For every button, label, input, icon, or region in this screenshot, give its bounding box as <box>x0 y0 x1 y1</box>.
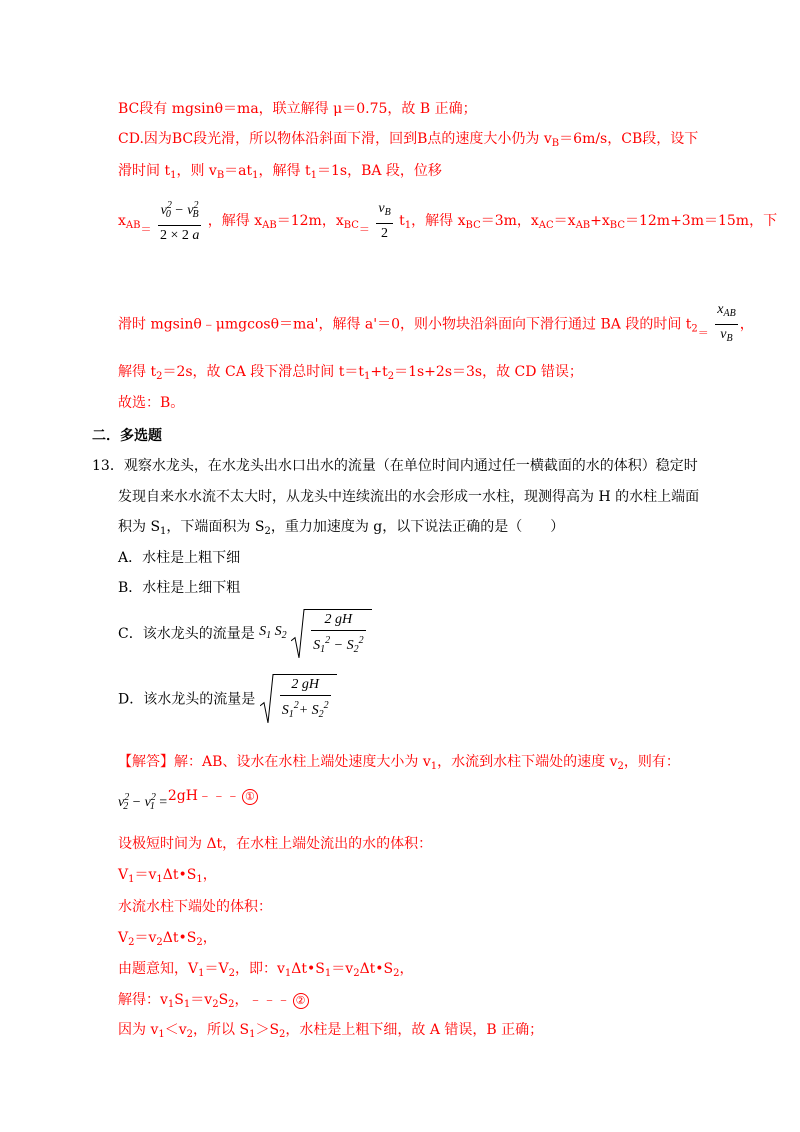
solution-answer: 故选：B。 <box>118 395 185 411</box>
answer-line8: 解得：$v_1S_1=v_2S_2$，﹣﹣﹣ ② <box>118 991 309 1014</box>
circled-one-icon: ① <box>242 789 258 805</box>
question-13-line1: 13．观察水龙头，在水龙头出水口出水的流量（在单位时间内通过任一横截面的水的体积）稳定时 <box>92 458 698 474</box>
t2-fraction: $\frac{x_{AB}}{v_B}$ <box>717 302 736 344</box>
answer-line5: 水流水柱下端处的体积： <box>118 899 272 915</box>
solution-line-bc: BC段有 mgsinθ＝ma，联立解得 μ＝0.75，故 B 正确； <box>118 101 477 117</box>
question-13-line2: 发现自来水水流不太大时，从龙头中连续流出的水会形成一水柱，现测得高为 H 的水柱上端面 <box>118 489 700 505</box>
solution-line-slide: 滑时 mgsinθ﹣μmgcosθ＝ma'，解得 a'＝0，则小物块沿斜面向下滑行通过 BA 段的时间 $t_{2=}$ $\frac{x_{AB}}{v_B}$ ， <box>118 300 754 354</box>
displacement-fraction: $\frac{v^2_0 - v^2_B}{2 \times 2 a}$ <box>158 196 201 246</box>
answer-equation-1: $v^2_2 - v^2_1$ =2gH﹣﹣﹣ ① <box>118 782 258 821</box>
option-a: A．水柱是上粗下细 <box>118 550 241 566</box>
answer-line7: 由题意知，$V_1=V_2$，即：$v_1\Delta t•S_1=v_2\Delta t•S_2$， <box>118 961 414 979</box>
circled-two-icon: ② <box>293 993 309 1009</box>
option-b: B．水柱是上细下粗 <box>118 580 241 596</box>
option-c: C．该水龙头的流量是 $S_1$ $S_2$ $\frac{2 gH}{S_1^2 - S_2^2}$ <box>118 607 372 661</box>
solution-formula-displacement: $x_{AB=}$ $\frac{v^2_0 - v^2_B}{2 \times 2 a}$ ，解得 $x_{AB}=12m$，$x_{BC=}$ $\frac{v_B}{2}$ $t_1$，解得 $x_{BC}=3m$，$x_{AC}=x_{AB}+x_{BC}=12m+3m=15m$，下 <box>118 196 777 252</box>
section-title: 二．多选题 <box>92 428 162 444</box>
answer-line4: $V_1=v_1\Delta t•S_1$， <box>118 867 217 885</box>
xbc-fraction: $\frac{v_B}{2}$ <box>378 200 391 241</box>
solution-line-cd: CD.因为BC段光滑，所以物体沿斜面下滑，回到B点的速度大小仍为 $v_B=6m/s$，CB段，设下 <box>118 131 699 149</box>
solution-line-total-time: 解得 $t_2=2s$，故 CA 段下滑总时间 $t=t_1+t_2=1s+2s=3s$，故 CD 错误； <box>118 364 583 382</box>
answer-tag: 【解答】 <box>118 754 174 770</box>
answer-line3: 设极短时间为 Δt，在水柱上端处流出的水的体积： <box>118 836 433 852</box>
solution-line-time: 滑时间 $t_1$，则 $v_B=at_1$，解得 $t_1=1s$，BA 段，位移 <box>118 163 442 181</box>
option-d: D．该水龙头的流量是 $\frac{2 gH}{S_1^2+ S_2^2}$ <box>118 674 337 725</box>
answer-line6: $V_2=v_2\Delta t•S_2$， <box>118 930 217 948</box>
answer-line1: 【解答】解：AB、设水在水柱上端处速度大小为 $v_1$，水流到水柱下端处的速度 $v_2$，则有： <box>118 754 680 772</box>
option-d-sqrt: $\frac{2 gH}{S_1^2+ S_2^2}$ <box>260 674 337 725</box>
question-13-line3: 积为 $S_1$，下端面积为 $S_2$，重力加速度为 g，以下说法正确的是（ ） <box>118 519 565 537</box>
option-c-sqrt: $\frac{2 gH}{S_1^2 - S_2^2}$ <box>291 609 371 660</box>
answer-line9: 因为 $v_1<v_2$，所以 $S_1>S_2$，水柱是上粗下细，故 A 错误，B 正确； <box>118 1022 544 1040</box>
